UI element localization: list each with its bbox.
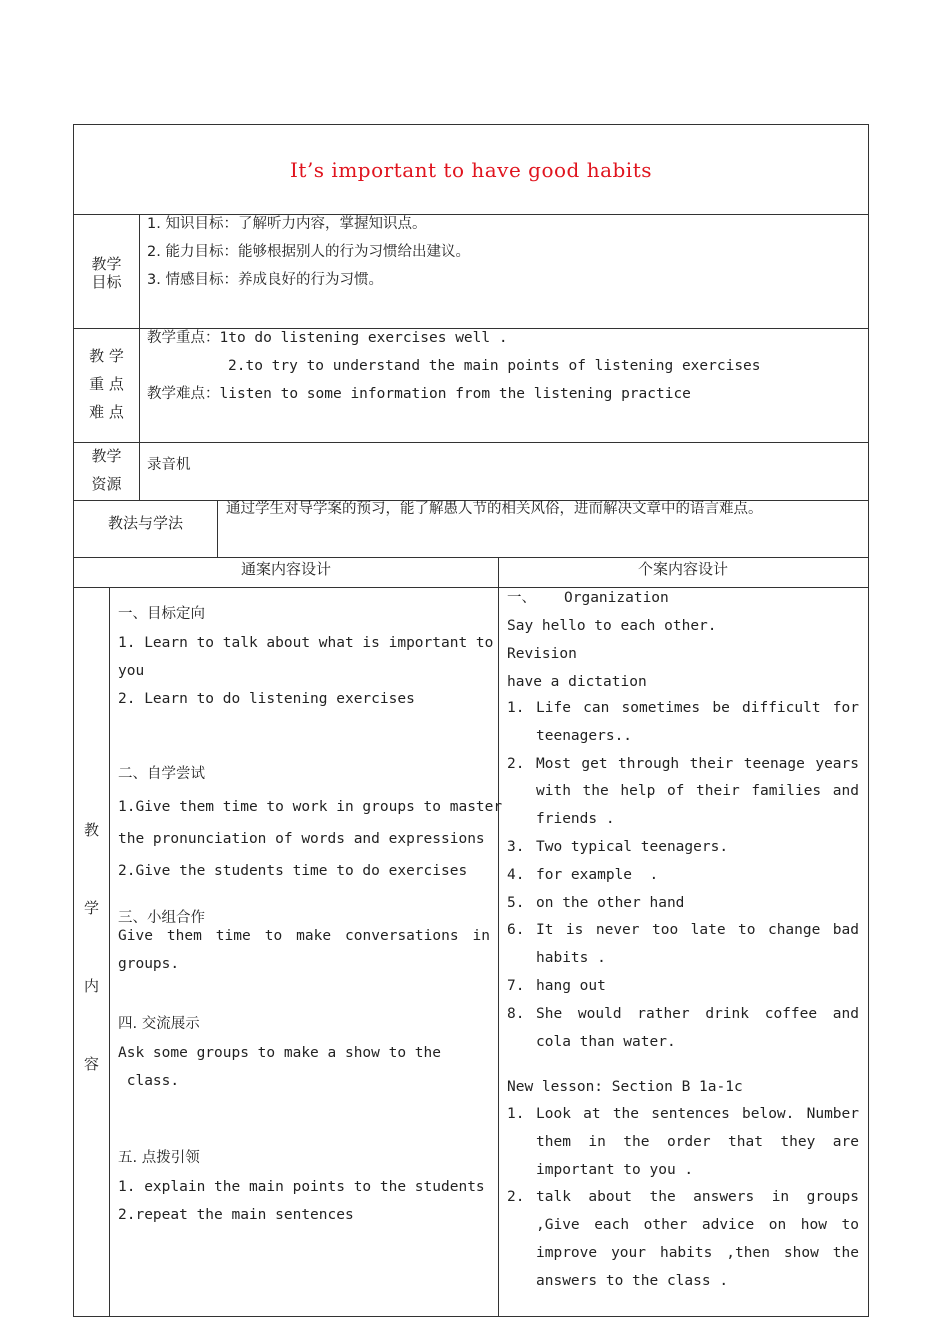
objective-item: 2. 能力目标：能够根据别人的行为习惯给出建议。 xyxy=(147,244,470,260)
left-text-line: 2.repeat the main sentences xyxy=(118,1207,354,1223)
row-divider xyxy=(73,442,869,443)
list-number: 2. xyxy=(507,1189,525,1206)
list-text: on the other hand xyxy=(536,894,685,911)
list-number: 3. xyxy=(507,838,525,855)
list-text: She would rather drink coffee and cola than water. xyxy=(536,1005,859,1050)
list-text: Life can sometimes be difficult for teenagers.. xyxy=(536,700,859,744)
column-divider xyxy=(217,500,218,557)
section-title: 二、自学尝试 xyxy=(118,766,205,782)
list-number: 1. xyxy=(507,700,525,716)
list-item xyxy=(507,917,859,973)
resources-label xyxy=(74,442,139,498)
list-text: Most get through their teenage years with the help of their families and friends . xyxy=(536,755,859,828)
key-points-label xyxy=(74,342,139,426)
key-point-line: 2.to try to understand the main points of listening exercises xyxy=(228,358,761,374)
key-points-label-line: 难 点 xyxy=(89,403,124,421)
left-text-line: you xyxy=(118,663,145,679)
list-number: 7. xyxy=(507,977,525,994)
organization-line xyxy=(507,584,669,612)
list-item xyxy=(507,890,859,918)
list-text: Two typical teenagers. xyxy=(536,838,729,855)
list-number: 8. xyxy=(507,1005,525,1022)
resources-label-line: 教学 xyxy=(91,447,122,465)
objective-item: 1. 知识目标：了解听力内容，掌握知识点。 xyxy=(147,216,427,232)
page-title: It’s important to have good habits xyxy=(290,158,652,182)
key-text: 1to do listening exercises well . xyxy=(219,330,508,346)
list-number: 5. xyxy=(507,894,525,911)
section-title: 一、目标定向 xyxy=(118,606,205,622)
column-divider xyxy=(139,214,140,500)
left-text-line: the pronunciation of words and expressions xyxy=(118,831,485,847)
row-divider xyxy=(73,557,869,558)
difficulty-line xyxy=(147,380,691,408)
new-lesson-heading: New lesson: Section B 1a-1c xyxy=(507,1079,743,1095)
methods-label: 教法与学法 xyxy=(107,514,183,532)
list-number: 6. xyxy=(507,922,525,939)
content-label-char: 教 xyxy=(83,821,99,839)
list-item xyxy=(507,751,859,834)
key-points-label-line: 重 点 xyxy=(89,375,124,393)
revision-list xyxy=(507,695,859,1056)
resources-label-line: 资源 xyxy=(91,475,122,493)
row-divider xyxy=(73,587,869,588)
list-text: It is never too late to change bad habits . xyxy=(536,922,859,967)
section-title: 四. 交流展示 xyxy=(118,1016,200,1032)
objectives-label-line: 教学 xyxy=(91,255,122,273)
list-text: hang out xyxy=(536,977,606,994)
column-divider xyxy=(109,587,110,1317)
difficulty-label: 教学难点： xyxy=(147,386,220,402)
left-text-line: 2. Learn to do listening exercises xyxy=(118,691,415,707)
methods-value: 通过学生对导学案的预习，能了解愚人节的相关风俗，进而解决文章中的语言难点。 xyxy=(226,501,763,517)
left-text-line: groups. xyxy=(118,956,180,972)
left-text-line: 1.Give them time to work in groups to master xyxy=(118,799,503,815)
list-text: for example . xyxy=(536,866,659,883)
left-text-line: 1. explain the main points to the students xyxy=(118,1179,485,1195)
list-number: 4. xyxy=(507,866,525,883)
organization-number: 一、 xyxy=(507,590,536,606)
key-point-line xyxy=(147,324,508,352)
left-text-line: Give them time to make conversations in xyxy=(118,928,490,944)
list-number: 2. xyxy=(507,755,525,772)
list-text: talk about the answers in groups ,Give each other advice on how to improve your habits ,then show the answers to the class . xyxy=(536,1189,859,1289)
difficulty-text: listen to some information from the listening practice xyxy=(219,386,691,402)
objective-item: 3. 情感目标：养成良好的行为习惯。 xyxy=(147,272,383,288)
list-item xyxy=(507,834,859,862)
right-text-line: Say hello to each other. xyxy=(507,618,717,634)
left-column-header: 通案内容设计 xyxy=(240,560,331,578)
right-text-line: have a dictation xyxy=(507,674,647,690)
list-item xyxy=(507,862,859,890)
content-label-char: 容 xyxy=(83,1055,99,1073)
left-text-line: 2.Give the students time to do exercises xyxy=(118,863,468,879)
key-points-label-line: 教 学 xyxy=(89,347,124,365)
left-text-line: class. xyxy=(118,1073,180,1089)
content-label-char: 学 xyxy=(83,899,99,917)
lesson-list xyxy=(507,1101,859,1296)
list-item xyxy=(507,1101,859,1184)
left-text-line: Ask some groups to make a show to the xyxy=(118,1045,442,1061)
right-column-header: 个案内容设计 xyxy=(637,560,728,578)
list-item xyxy=(507,1184,859,1295)
section-title: 五. 点拨引领 xyxy=(118,1150,200,1166)
resources-value: 录音机 xyxy=(147,457,191,473)
organization-label: Organization xyxy=(564,590,669,606)
left-text-line: 1. Learn to talk about what is important to xyxy=(118,635,494,651)
content-label-char: 内 xyxy=(83,977,99,995)
section-title: 三、小组合作 xyxy=(118,910,205,926)
list-item xyxy=(507,1001,859,1057)
column-divider xyxy=(498,557,499,1317)
list-item xyxy=(507,695,859,751)
objectives-label-line: 目标 xyxy=(91,273,122,291)
list-item xyxy=(507,973,859,1001)
right-text-line: Revision xyxy=(507,646,577,662)
objectives-label xyxy=(74,255,139,291)
list-text: Look at the sentences below. Number them in the order that they are important to you . xyxy=(536,1106,859,1178)
list-number: 1. xyxy=(507,1106,525,1122)
key-label: 教学重点： xyxy=(147,330,220,346)
